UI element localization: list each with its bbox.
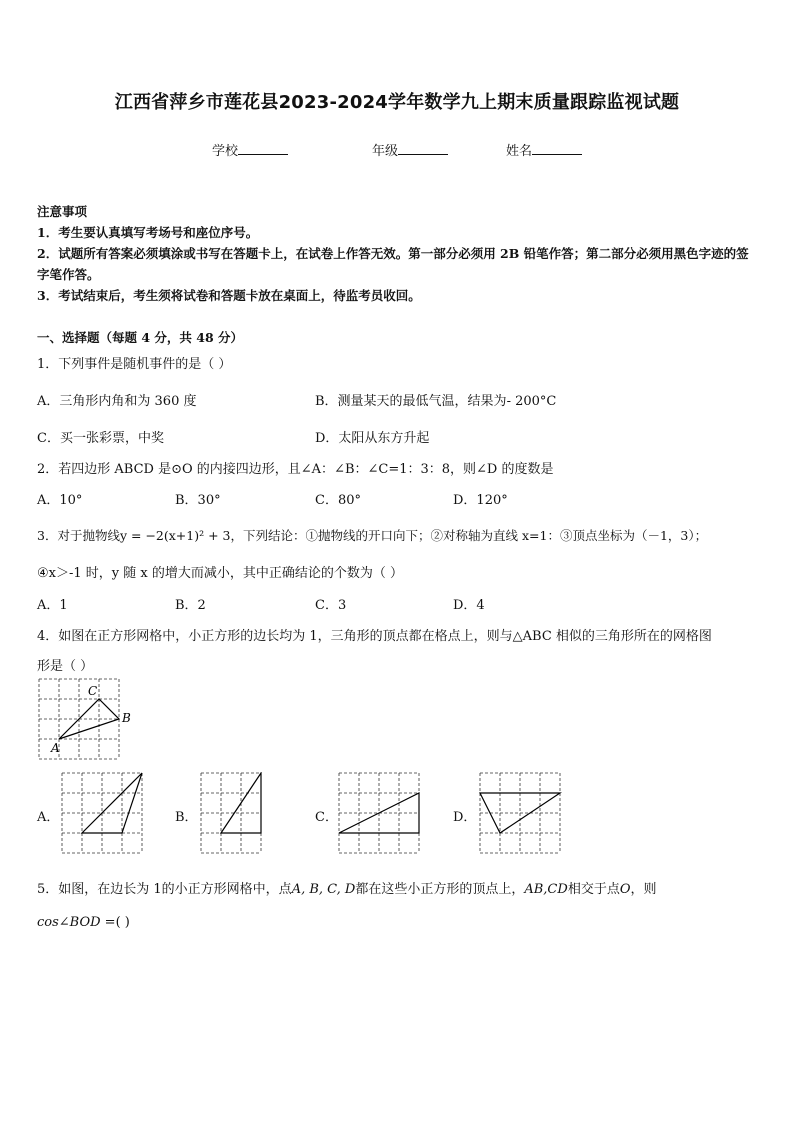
q5-answer-blank: ( ) <box>115 915 130 930</box>
q2-option-d: D．120° <box>453 493 508 508</box>
q2-option-b: B．30° <box>175 493 221 508</box>
q2-stem: 2．若四边形 ABCD 是⊙O 的内接四边形，且∠A：∠B：∠C=1：3：8，则∠D 的度数是 <box>37 462 554 477</box>
note-item-3: 3．考试结束后，考生须将试卷和答题卡放在桌面上，待监考员收回。 <box>37 288 421 303</box>
note-item-1: 1．考生要认真填写考场号和座位序号。 <box>37 225 259 240</box>
q2-option-c: C．80° <box>315 493 361 508</box>
name-label: 姓名 <box>506 144 533 159</box>
q3-option-b: B．2 <box>175 598 206 613</box>
q4-option-b-label: B． <box>175 810 198 825</box>
q1-option-b-text: B．测量某天的最低气温，结果为 <box>315 394 507 409</box>
q4-option-a-figure <box>61 772 145 856</box>
q2-option-a: A．10° <box>37 493 83 508</box>
q5-stem-line1 <box>37 878 657 897</box>
name-blank <box>532 142 582 155</box>
q3-stem-b: ，下列结论：①抛物线的开口向下；②对称轴为直线 x=1：③顶点坐标为（－1，3）； <box>230 528 708 543</box>
q4-stem-line1: 4．如图在正方形网格中，小正方形的边长均为 1，三角形的顶点都在格点上，则与△ABC 相似的三角形所在的网格图 <box>37 629 712 644</box>
q3-stem-line1 <box>37 526 707 544</box>
q5-stem-line2 <box>37 915 130 930</box>
q1-option-b <box>315 390 556 409</box>
q4-reference-figure <box>38 678 138 760</box>
q5-point-o: O <box>619 882 631 897</box>
note-item-2: 2．试题所有答案必须填涂或书写在答题卡上，在试卷上作答无效。第一部分必须用 2B 铅笔作答；第二部分必须用黑色字迹的签字笔作答。 <box>37 246 749 282</box>
q5-stem-d: ，则 <box>630 882 657 897</box>
q3-option-c: C．3 <box>315 598 347 613</box>
q4-stem-line2: 形是（ ） <box>37 659 94 674</box>
q3-option-d: D．4 <box>453 598 485 613</box>
school-label: 学校 <box>212 144 239 159</box>
q4-option-c-figure <box>338 772 422 856</box>
school-field <box>212 140 288 159</box>
q5-points: A, B, C, D <box>291 882 356 897</box>
q5-stem-b: 都在这些小正方形的顶点上， <box>355 882 525 897</box>
q5-expression: cos∠BOD = <box>37 915 116 930</box>
section-heading: 一、选择题（每题 4 分，共 48 分） <box>37 330 244 345</box>
q3-stem-line2: ④x＞-1 时，y 随 x 的增大而减小，其中正确结论的个数为（ ） <box>37 566 403 581</box>
q3-option-a: A．1 <box>37 598 68 613</box>
q1-option-a: A．三角形内角和为 360 度 <box>37 394 197 409</box>
name-field <box>506 140 582 159</box>
q3-stem-a: 3．对于抛物线 <box>37 528 120 543</box>
grade-label: 年级 <box>372 144 399 159</box>
grade-blank <box>398 142 448 155</box>
q4-option-b-figure <box>200 772 284 856</box>
vertex-label-a: A <box>51 741 60 755</box>
q1-stem: 1．下列事件是随机事件的是（ ） <box>37 357 232 372</box>
q4-option-d-figure <box>479 772 563 856</box>
page-title: 江西省萍乡市莲花县2023-2024学年数学九上期末质量跟踪监视试题 <box>114 92 680 113</box>
q4-option-c-label: C． <box>315 810 338 825</box>
q5-segments: AB,CD <box>524 882 568 897</box>
q4-option-d-label: D． <box>453 810 477 825</box>
triangle-option-a <box>82 773 142 833</box>
q3-formula: y = −2(x+1)² + 3 <box>119 528 231 543</box>
q5-stem-a: 5．如图，在边长为 1的小正方形网格中，点 <box>37 882 292 897</box>
q1-option-c: C．买一张彩票，中奖 <box>37 431 164 446</box>
vertex-label-c: C <box>88 684 98 698</box>
school-blank <box>238 142 288 155</box>
q5-stem-c: 相交于点 <box>567 882 620 897</box>
q1-option-b-value: - 200°C <box>506 394 557 409</box>
vertex-label-b: B <box>122 711 131 725</box>
notes-heading: 注意事项 <box>37 204 88 219</box>
grade-field <box>372 140 448 159</box>
q4-option-a-label: A． <box>37 810 60 825</box>
q1-option-d: D．太阳从东方升起 <box>315 431 430 446</box>
